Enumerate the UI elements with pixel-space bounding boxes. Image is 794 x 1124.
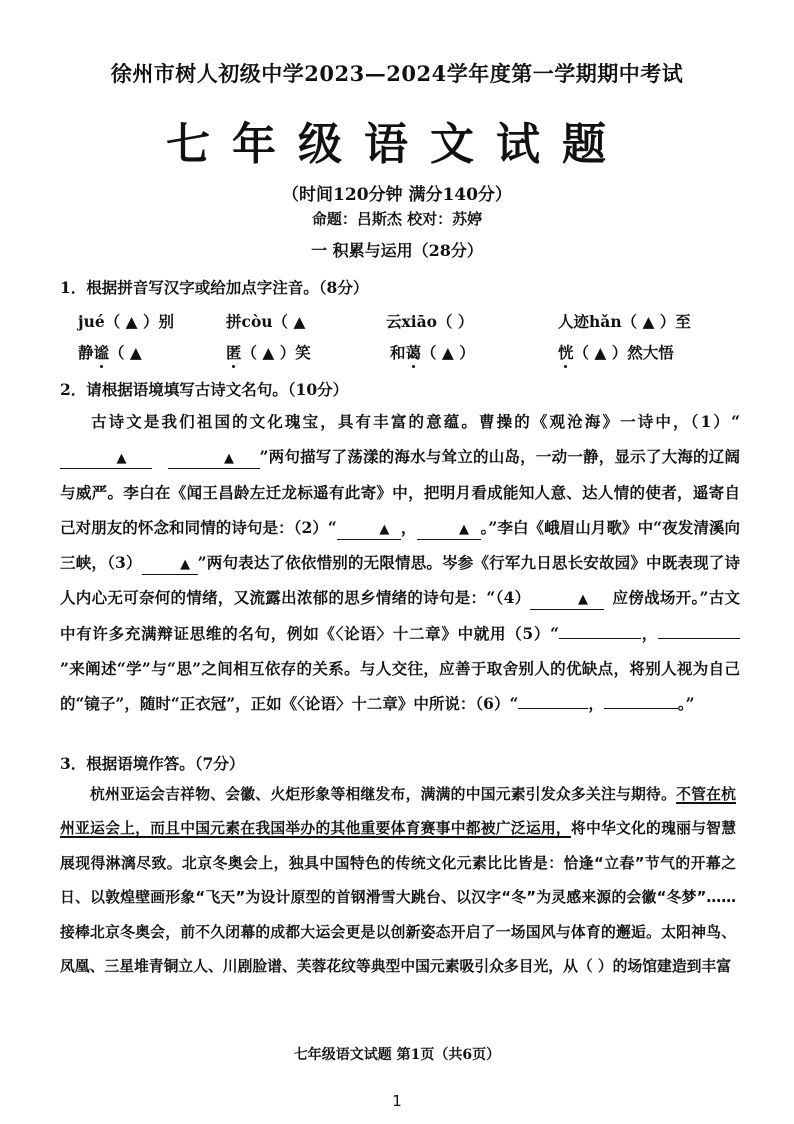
authors-line: 命题：吕斯杰 校对：苏婷: [311, 210, 483, 228]
q3-underlined-sentence: 不管在杭州亚运会上，而且中国元素在我国举办的其他重要体育赛事中都被广泛运用，: [60, 786, 736, 838]
q2-blank-6b[interactable]: [604, 708, 678, 709]
q1-item-7: 和蔼（ ▲ ）: [390, 343, 475, 362]
q1-item-1: jué（ ▲ ）别: [78, 312, 174, 331]
q1-item-8: 恍（ ▲ ）然大悟: [558, 343, 674, 362]
q2-blank-1a[interactable]: ▲: [60, 448, 152, 469]
school-heading: 徐州市树人初级中学2023—2024学年度第一学期期中考试: [110, 61, 684, 86]
time-info: （时间120分钟 满分140分）: [282, 185, 512, 205]
page-footer: 七年级语文试题 第1页（共6页）: [293, 1047, 501, 1063]
q1-prompt: 1．根据拼音写汉字或给加点字注音。（8分）: [60, 278, 369, 297]
q1-item-6: 匿（ ▲ ）笑: [226, 343, 311, 362]
q2-prompt: 2．请根据语境填写古诗文名句。（10分）: [60, 380, 349, 399]
q2-passage: 古诗文是我们祖国的文化瑰宝，具有丰富的意蕴。曹操的《观沧海》一诗中，（1）“▲ ▲ ”两句描写了荡漾的海水与耸立的山岛，一动一静，显示了大海的辽阔与威严。李白在《闻王昌龄左迁龙标遥有此寄》中，把明月看成能知人意、达人情的使者，遥寄自己对朋友的怀念和同情的诗句是：（2）“ ▲ ， ▲ 。”李白《峨眉山月歌》中“夜发清溪向三峡，（3） ▲ ”两句表达了依依惜别的无限情思。岑参《行军九日思长安故园》中既表现了诗人内心无可奈何的情绪，又流露出浓郁的思乡情绪的诗句是：“（4） ▲ 应傍战场开。”古文中有许多充满辩证思维的名句，例如《〈论语〉十二章》中就用（5）“ ，”来阐述“学”与“思”之间相互依存的关系。与人交往，应善于取舍别人的优缺点，将别人视为自己的“镜子”，随时“正衣冠”，正如《〈论语〉十二章》中所说：（6）“ ， 。”: [60, 412, 741, 714]
q2-blank-4[interactable]: ▲: [530, 589, 604, 610]
page-number: 1: [392, 1092, 402, 1110]
q2-blank-1b[interactable]: ▲: [168, 448, 260, 469]
q1-item-4: 人迹hǎn（ ▲ ）至: [558, 312, 691, 331]
q2-blank-2b[interactable]: ▲: [417, 519, 481, 540]
q3-passage: 杭州亚运会吉祥物、会徽、火炬形象等相继发布，满满的中国元素引发众多关注与期待。不管在杭州亚运会上，而且中国元素在我国举办的其他重要体育赛事中都被广泛运用，将中华文化的瑰丽与智慧展现得淋漓尽致。北京冬奥会上，独具中国特色的传统文化元素比比皆是：恰逢“立春”节气的开幕之日、以敦煌壁画形象“飞天”为设计原型的首钢滑雪大跳台、以汉字“冬”为灵感来源的会徽“冬梦”……接棒北京冬奥会，前不久闭幕的成都大运会更是以创新姿态开启了一场国风与体育的邂逅。太阳神鸟、凤凰、三星堆青铜立人、川剧脸谱、芙蓉花纹等典型中国元素吸引众多目光，从（ ）的场馆建造到丰富: [60, 786, 736, 976]
exam-title: 七年级语文试题: [166, 119, 628, 170]
q3-prompt: 3．根据语境作答。（7分）: [60, 754, 245, 773]
q1-item-2: 拼còu（ ▲: [226, 312, 306, 331]
q1-item-3: 云xiāo（ ）: [386, 312, 474, 331]
section-heading: 一 积累与运用（28分）: [311, 241, 483, 260]
q2-blank-2a[interactable]: ▲: [337, 519, 401, 540]
q1-item-5: 静谧（ ▲: [78, 343, 142, 362]
q2-blank-6a[interactable]: [518, 708, 588, 709]
q2-blank-3[interactable]: ▲: [142, 554, 198, 575]
q2-blank-5a[interactable]: [559, 638, 641, 639]
q2-blank-5b[interactable]: [658, 638, 740, 639]
